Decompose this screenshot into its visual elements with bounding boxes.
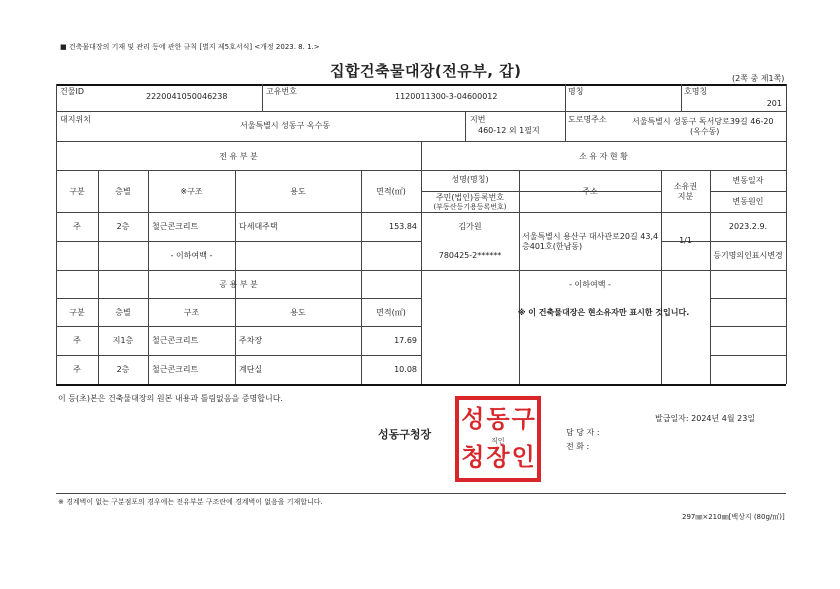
owner-header-id-line1: 주민(법인)등록번호 — [435, 193, 505, 202]
exclusive-row-use: 다세대주택 — [239, 222, 278, 231]
table-line — [710, 355, 786, 356]
table-line — [786, 84, 787, 384]
road-address-line2: (옥수동) — [690, 127, 720, 136]
exclusive-header-use: 용도 — [290, 187, 306, 196]
issuer-name: 성동구청장 — [378, 428, 432, 441]
seal-text-line1: 성동구 — [461, 405, 537, 433]
common-row-kind: 주 — [73, 365, 81, 374]
seal-text-line2: 청장인 — [461, 443, 537, 471]
table-line — [56, 355, 421, 356]
paper-spec: 297㎜×210㎜[백상지 (80g/㎡)] — [682, 513, 785, 521]
table-line — [361, 170, 362, 384]
table-line — [262, 84, 263, 111]
road-address-line1: 서울특별시 성동구 독서당로39길 46-20 — [632, 117, 774, 126]
owner-id-no: 780425-2****** — [438, 251, 502, 260]
common-row-structure: 철근콘크리트 — [152, 365, 199, 374]
owner-notice: ※ 이 건축물대장은 현소유자만 표시한 것입니다. — [517, 308, 690, 317]
page-info: (2쪽 중 제1쪽) — [732, 74, 785, 83]
owner-header-id-line2: (부동산등기용등록번호) — [433, 203, 507, 211]
header-note: ■ 건축물대장의 기재 및 관리 등에 관한 규칙 [별지 제5호서식] <개정 2023. 8. 1.> — [60, 43, 320, 51]
table-line — [56, 241, 421, 242]
document-title: 집합건축물대장(전유부, 갑) — [330, 62, 522, 80]
common-row-area: 17.69 — [394, 336, 417, 345]
unique-no-label: 고유번호 — [266, 87, 297, 96]
table-line — [710, 241, 786, 242]
common-row-use: 계단실 — [239, 365, 263, 374]
owner-section-title: 소 유 자 현 황 — [579, 152, 628, 161]
exclusive-header-kind: 구분 — [69, 187, 85, 196]
exclusive-header-structure: ※구조 — [180, 187, 203, 196]
table-line — [465, 111, 466, 141]
table-line — [519, 170, 520, 384]
exclusive-row-floor: 2층 — [116, 222, 130, 231]
owner-header-share-line2: 지분 — [677, 192, 694, 201]
common-header-kind: 구분 — [69, 308, 85, 317]
owner-header-change-reason: 변동원인 — [732, 197, 764, 206]
lot-label: 지번 — [470, 115, 486, 124]
common-row-floor: 지1층 — [112, 336, 134, 345]
common-header-area: 면적(㎡) — [376, 308, 406, 317]
exclusive-row-kind: 주 — [73, 222, 81, 231]
exclusive-blank-note: - 이하여백 - — [170, 251, 213, 260]
table-line — [710, 191, 786, 192]
owner-header-change-date: 변동일자 — [732, 176, 764, 185]
table-bottom-border — [56, 384, 786, 386]
footer-divider — [56, 493, 786, 494]
table-line — [98, 170, 99, 384]
common-row-kind: 주 — [73, 336, 81, 345]
owner-change-date: 2023.2.9. — [728, 222, 768, 231]
common-section-title: 공 용 부 분 — [219, 280, 258, 289]
name-label: 명칭 — [568, 87, 584, 96]
site-value: 서울특별시 성동구 옥수동 — [240, 121, 331, 130]
owner-header-address: 주소 — [582, 187, 598, 196]
table-line — [710, 326, 786, 327]
exclusive-row-structure: 철근콘크리트 — [152, 222, 199, 231]
seal-note: 직인 — [491, 437, 505, 445]
footnote: ※ 경계벽이 없는 구분점포의 경우에는 전유부분 구조란에 경계벽이 없음을 기재합니다. — [58, 498, 323, 506]
common-header-use: 용도 — [290, 308, 306, 317]
table-line — [661, 170, 662, 384]
building-id-label: 건물ID — [60, 87, 84, 96]
owner-blank-note: - 이하여백 - — [569, 280, 611, 289]
common-row-area: 10.08 — [394, 365, 417, 374]
table-line — [56, 326, 421, 327]
common-row-use: 주차장 — [239, 336, 263, 345]
certification-statement: 이 등(초)본은 건축물대장의 원본 내용과 틀림없음을 증명합니다. — [58, 394, 283, 403]
unit-label: 호명칭 — [684, 87, 708, 96]
table-line — [235, 170, 236, 384]
exclusive-section-title: 전 유 부 분 — [219, 152, 258, 161]
unit-value: 201 — [766, 99, 782, 108]
owner-header-name: 성명(명칭) — [451, 175, 489, 184]
table-line — [681, 84, 682, 111]
table-line — [56, 111, 786, 112]
owner-address-line2: 층401호(한남동) — [522, 242, 583, 251]
unique-no-value: 1120011300-3-04600012 — [395, 92, 498, 101]
issue-date: 발급일자: 2024년 4월 23일 — [655, 414, 756, 423]
table-top-border — [56, 84, 786, 86]
table-line — [710, 298, 786, 299]
common-row-structure: 철근콘크리트 — [152, 336, 199, 345]
owner-name: 김가원 — [458, 222, 482, 231]
exclusive-row-area: 153.84 — [389, 222, 417, 231]
contact-label: 담 당 자 : — [566, 428, 600, 437]
exclusive-header-floor: 층별 — [115, 187, 131, 196]
owner-header-share-line1: 소유권 — [673, 182, 698, 191]
road-address-label: 도로명주소 — [568, 115, 607, 124]
table-line — [56, 298, 421, 299]
exclusive-header-area: 면적(㎡) — [376, 187, 406, 196]
table-line — [565, 84, 566, 141]
owner-share: 1/1 — [679, 236, 692, 245]
lot-value: 460-12 외 1필지 — [478, 126, 540, 135]
common-row-floor: 2층 — [116, 365, 130, 374]
building-id-value: 2220041050046238 — [146, 92, 228, 101]
common-header-floor: 층별 — [115, 308, 131, 317]
official-seal — [455, 396, 541, 482]
site-label: 대지위치 — [60, 115, 91, 124]
table-line — [148, 170, 149, 384]
owner-address-line1: 서울특별시 용산구 대사관로20길 43,4 — [522, 232, 659, 241]
owner-change-reason: 등기명의인표시변경 — [713, 251, 783, 260]
common-header-structure: 구조 — [183, 308, 200, 317]
phone-label: 전 화 : — [566, 442, 590, 451]
